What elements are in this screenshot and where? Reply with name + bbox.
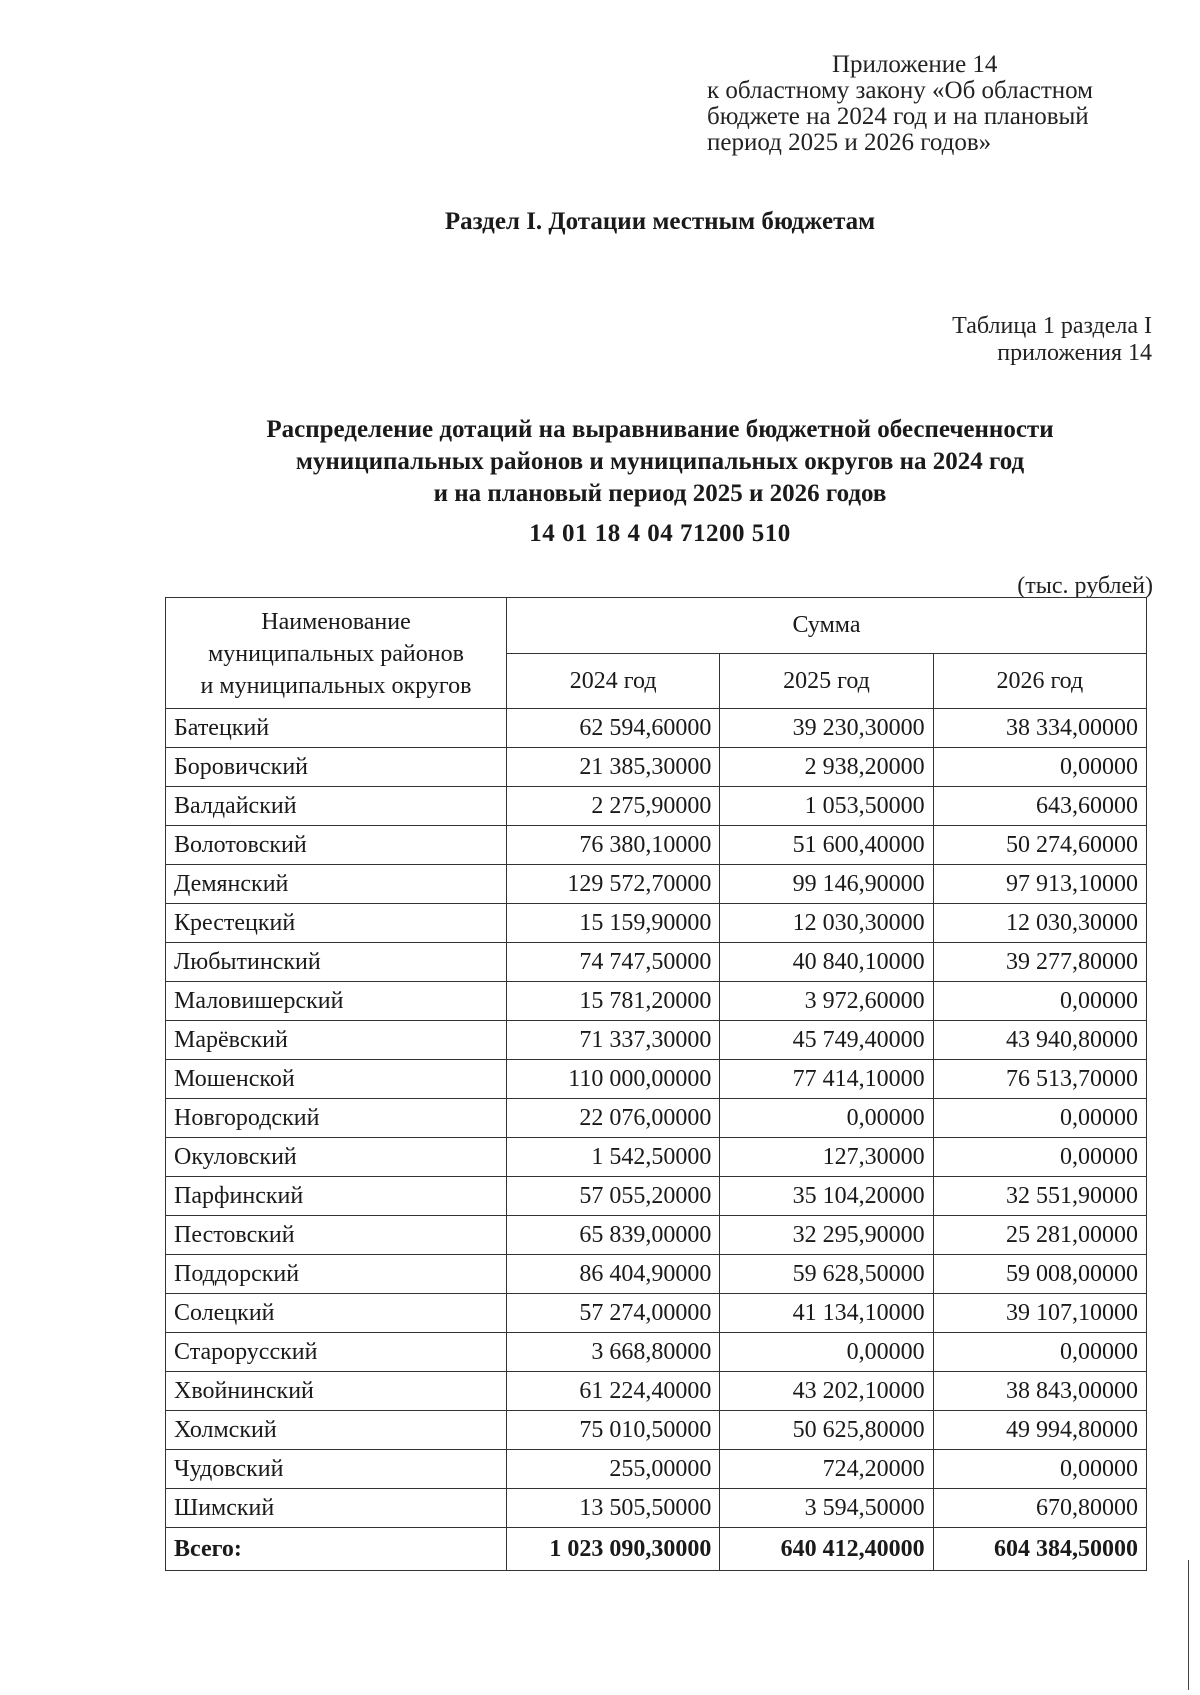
district-name: Старорусский: [166, 1333, 507, 1372]
column-header-2024: 2024 год: [507, 654, 720, 709]
value-2025: 12 030,30000: [720, 904, 933, 943]
column-header-name: [166, 598, 507, 709]
units-label: (тыс. рублей): [1017, 573, 1153, 599]
table-row: [166, 1255, 1147, 1294]
district-name: Батецкий: [166, 709, 507, 748]
value-2024: 15 781,20000: [507, 982, 720, 1021]
document-title: [0, 414, 1200, 510]
value-2026: 32 551,90000: [933, 1177, 1146, 1216]
value-2024: 86 404,90000: [507, 1255, 720, 1294]
district-name: Боровичский: [166, 748, 507, 787]
table-reference-line: приложения 14: [997, 340, 1152, 366]
value-2026: 38 334,00000: [933, 709, 1146, 748]
column-header-sum: Сумма: [507, 598, 1147, 654]
value-2024: 61 224,40000: [507, 1372, 720, 1411]
page-edge-line: [1188, 1560, 1189, 1690]
value-2024: 65 839,00000: [507, 1216, 720, 1255]
table-reference-line: Таблица 1 раздела I: [952, 313, 1152, 339]
value-2024: 13 505,50000: [507, 1489, 720, 1528]
district-name: Пестовский: [166, 1216, 507, 1255]
value-2024: 110 000,00000: [507, 1060, 720, 1099]
value-2026: 59 008,00000: [933, 1255, 1146, 1294]
value-2026: 12 030,30000: [933, 904, 1146, 943]
annex-line: Приложение 14: [832, 51, 998, 78]
value-2025: 40 840,10000: [720, 943, 933, 982]
title-line: и на плановый период 2025 и 2026 годов: [433, 480, 887, 507]
value-2025: 99 146,90000: [720, 865, 933, 904]
district-name: Солецкий: [166, 1294, 507, 1333]
value-2025: 2 938,20000: [720, 748, 933, 787]
value-2024: 57 055,20000: [507, 1177, 720, 1216]
table-row: [166, 943, 1147, 982]
district-name: Крестецкий: [166, 904, 507, 943]
value-2025: 45 749,40000: [720, 1021, 933, 1060]
value-2024: 3 668,80000: [507, 1333, 720, 1372]
value-2024: 22 076,00000: [507, 1099, 720, 1138]
table-row: [166, 1021, 1147, 1060]
table-row: [166, 904, 1147, 943]
value-2026: 97 913,10000: [933, 865, 1146, 904]
value-2025: 77 414,10000: [720, 1060, 933, 1099]
value-2026: 43 940,80000: [933, 1021, 1146, 1060]
value-2024: 75 010,50000: [507, 1411, 720, 1450]
district-name: Маловишерский: [166, 982, 507, 1021]
value-2026: 0,00000: [933, 1138, 1146, 1177]
table-row: [166, 982, 1147, 1021]
value-2026: 0,00000: [933, 1099, 1146, 1138]
value-2025: 50 625,80000: [720, 1411, 933, 1450]
value-2024: 129 572,70000: [507, 865, 720, 904]
district-name: Мошенской: [166, 1060, 507, 1099]
district-name: Холмский: [166, 1411, 507, 1450]
value-2024: 21 385,30000: [507, 748, 720, 787]
total-2026: 604 384,50000: [933, 1528, 1146, 1571]
value-2026: 49 994,80000: [933, 1411, 1146, 1450]
table-row: [166, 1489, 1147, 1528]
header-line: и муниципальных округов: [200, 673, 472, 699]
value-2025: 43 202,10000: [720, 1372, 933, 1411]
district-name: Хвойнинский: [166, 1372, 507, 1411]
value-2025: 3 972,60000: [720, 982, 933, 1021]
district-name: Волотовский: [166, 826, 507, 865]
value-2025: 127,30000: [720, 1138, 933, 1177]
value-2026: 25 281,00000: [933, 1216, 1146, 1255]
value-2024: 2 275,90000: [507, 787, 720, 826]
value-2024: 71 337,30000: [507, 1021, 720, 1060]
district-name: Шимский: [166, 1489, 507, 1528]
column-header-2026: 2026 год: [933, 654, 1146, 709]
district-name: Новгородский: [166, 1099, 507, 1138]
value-2024: 1 542,50000: [507, 1138, 720, 1177]
value-2026: 76 513,70000: [933, 1060, 1146, 1099]
value-2026: 0,00000: [933, 1450, 1146, 1489]
district-name: Поддорский: [166, 1255, 507, 1294]
total-2024: 1 023 090,30000: [507, 1528, 720, 1571]
title-line: муниципальных районов и муниципальных округов на 2024 год: [295, 448, 1025, 475]
value-2025: 51 600,40000: [720, 826, 933, 865]
value-2026: 643,60000: [933, 787, 1146, 826]
district-name: Марёвский: [166, 1021, 507, 1060]
value-2025: 32 295,90000: [720, 1216, 933, 1255]
header-line: Наименование: [261, 609, 411, 635]
table-row: [166, 1294, 1147, 1333]
value-2024: 15 159,90000: [507, 904, 720, 943]
total-label: Всего:: [166, 1528, 507, 1571]
value-2025: 3 594,50000: [720, 1489, 933, 1528]
table-row: [166, 748, 1147, 787]
district-name: Любытинский: [166, 943, 507, 982]
table-row: [166, 1177, 1147, 1216]
annex-line: к областному закону «Об областном: [707, 77, 1093, 104]
district-name: Демянский: [166, 865, 507, 904]
value-2026: 39 107,10000: [933, 1294, 1146, 1333]
district-name: Валдайский: [166, 787, 507, 826]
district-name: Чудовский: [166, 1450, 507, 1489]
annex-line: период 2025 и 2026 годов»: [707, 129, 992, 156]
value-2025: 0,00000: [720, 1333, 933, 1372]
table-row: [166, 826, 1147, 865]
value-2025: 59 628,50000: [720, 1255, 933, 1294]
table-row: [166, 1138, 1147, 1177]
table-row: [166, 1411, 1147, 1450]
value-2024: 57 274,00000: [507, 1294, 720, 1333]
table-row: [166, 1450, 1147, 1489]
value-2024: 255,00000: [507, 1450, 720, 1489]
value-2025: 0,00000: [720, 1099, 933, 1138]
table-row: [166, 1099, 1147, 1138]
value-2026: 50 274,60000: [933, 826, 1146, 865]
value-2024: 62 594,60000: [507, 709, 720, 748]
table-row: [166, 787, 1147, 826]
budget-classification-code: 14 01 18 4 04 71200 510: [529, 520, 791, 547]
header-line: муниципальных районов: [208, 641, 464, 667]
column-header-2025: 2025 год: [720, 654, 933, 709]
value-2024: 76 380,10000: [507, 826, 720, 865]
subsidy-table: [165, 597, 1147, 1571]
value-2025: 39 230,30000: [720, 709, 933, 748]
total-2025: 640 412,40000: [720, 1528, 933, 1571]
table-row: [166, 1060, 1147, 1099]
value-2026: 0,00000: [933, 1333, 1146, 1372]
value-2026: 39 277,80000: [933, 943, 1146, 982]
table-row: [166, 865, 1147, 904]
table-row: [166, 1333, 1147, 1372]
annex-line: бюджете на 2024 год и на плановый: [707, 103, 1089, 130]
table-reference: [952, 313, 1152, 367]
total-row: [166, 1528, 1147, 1571]
title-line: Распределение дотаций на выравнивание бюджетной обеспеченности: [266, 416, 1054, 443]
value-2025: 35 104,20000: [720, 1177, 933, 1216]
value-2024: 74 747,50000: [507, 943, 720, 982]
value-2025: 41 134,10000: [720, 1294, 933, 1333]
district-name: Окуловский: [166, 1138, 507, 1177]
section-title: Раздел I. Дотации местным бюджетам: [444, 208, 876, 235]
value-2025: 724,20000: [720, 1450, 933, 1489]
table-row: [166, 1216, 1147, 1255]
value-2025: 1 053,50000: [720, 787, 933, 826]
value-2026: 670,80000: [933, 1489, 1146, 1528]
value-2026: 38 843,00000: [933, 1372, 1146, 1411]
table-row: [166, 709, 1147, 748]
value-2026: 0,00000: [933, 982, 1146, 1021]
annex-heading: [707, 52, 1167, 156]
value-2026: 0,00000: [933, 748, 1146, 787]
table-row: [166, 1372, 1147, 1411]
district-name: Парфинский: [166, 1177, 507, 1216]
